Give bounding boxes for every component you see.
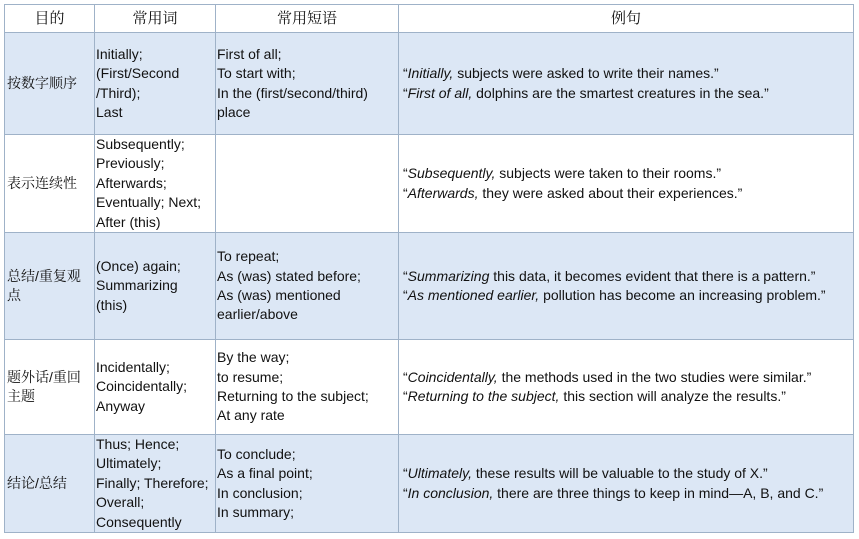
table-row xyxy=(5,33,854,135)
example-sentence xyxy=(403,368,852,387)
phrase-line: In conclusion; xyxy=(217,484,303,501)
italic-transition: Subsequently, xyxy=(407,165,496,182)
sentence-rest: these results will be valuable to the study of X.” xyxy=(471,465,768,482)
transition-words-table xyxy=(4,4,854,533)
common-phrases-cell xyxy=(216,435,399,533)
phrase-line: At any rate xyxy=(217,407,285,424)
example-sentence xyxy=(403,84,852,103)
common-phrases-cell xyxy=(216,33,399,135)
header-purpose: 目的 xyxy=(5,5,95,33)
sentence-rest: subjects were taken to their rooms.” xyxy=(495,165,722,182)
word-line: Finally; Therefore; xyxy=(96,474,209,491)
example-sentences-cell xyxy=(399,233,854,340)
word-line: After (this) xyxy=(96,213,161,230)
sentence-rest: dolphins are the smartest creatures in the sea.” xyxy=(472,84,769,101)
word-line: Anyway xyxy=(96,397,146,414)
phrase-line: To repeat; xyxy=(217,248,280,265)
example-sentence xyxy=(403,184,852,203)
example-sentence xyxy=(403,164,852,183)
example-sentence xyxy=(403,484,852,503)
word-line: Overall; xyxy=(96,494,145,511)
common-phrases-cell xyxy=(216,233,399,340)
example-sentences-cell xyxy=(399,33,854,135)
open-quote: “ xyxy=(403,65,408,82)
word-line: Previously; xyxy=(96,155,165,172)
sentence-rest: the methods used in the two studies were similar.” xyxy=(497,368,812,385)
header-common-phrases: 常用短语 xyxy=(216,5,399,33)
table-body xyxy=(5,33,854,533)
common-words-cell xyxy=(95,340,216,435)
sentence-rest: there are three things to keep in mind—A, B, and C.” xyxy=(493,484,824,501)
sentence-rest: this data, it becomes evident that there is a pattern.” xyxy=(489,267,816,284)
purpose-cell: 题外话/重回主题 xyxy=(5,340,95,435)
phrase-line: In the (first/second/third) xyxy=(217,84,368,101)
common-words-cell xyxy=(95,233,216,340)
example-sentences-cell xyxy=(399,435,854,533)
open-quote: “ xyxy=(403,184,408,201)
phrase-line: First of all; xyxy=(217,45,282,62)
open-quote: “ xyxy=(403,388,408,405)
italic-transition: Summarizing xyxy=(407,267,490,284)
italic-transition: Returning to the subject, xyxy=(407,388,560,405)
common-phrases-cell xyxy=(216,135,399,233)
open-quote: “ xyxy=(403,368,408,385)
italic-transition: Coincidentally, xyxy=(407,368,498,385)
example-sentence xyxy=(403,387,852,406)
phrase-line: Returning to the subject; xyxy=(217,388,369,405)
header-row xyxy=(5,5,854,33)
italic-transition: Initially, xyxy=(407,65,454,82)
table-row xyxy=(5,233,854,340)
italic-transition: First of all, xyxy=(407,84,473,101)
open-quote: “ xyxy=(403,287,408,304)
word-line: Initially; xyxy=(96,45,143,62)
table-row xyxy=(5,135,854,233)
phrase-line: To conclude; xyxy=(217,445,296,462)
purpose-cell: 结论/总结 xyxy=(5,435,95,533)
italic-transition: Ultimately, xyxy=(407,465,472,482)
purpose-cell: 表示连续性 xyxy=(5,135,95,233)
phrase-line: By the way; xyxy=(217,349,290,366)
table-row xyxy=(5,435,854,533)
italic-transition: Afterwards, xyxy=(407,184,479,201)
phrase-line: As a final point; xyxy=(217,465,313,482)
sentence-rest: pollution has become an increasing problem.” xyxy=(539,287,826,304)
open-quote: “ xyxy=(403,165,408,182)
phrase-line: to resume; xyxy=(217,368,284,385)
word-line: Eventually; Next; xyxy=(96,194,202,211)
purpose-cell: 按数字顺序 xyxy=(5,33,95,135)
example-sentence xyxy=(403,286,852,305)
common-words-cell xyxy=(95,135,216,233)
phrase-line: As (was) mentioned xyxy=(217,287,341,304)
purpose-cell: 总结/重复观点 xyxy=(5,233,95,340)
sentence-rest: subjects were asked to write their names.” xyxy=(453,65,719,82)
phrase-line: place xyxy=(217,103,251,120)
phrase-line: earlier/above xyxy=(217,306,298,323)
phrase-line: As (was) stated before; xyxy=(217,267,361,284)
open-quote: “ xyxy=(403,465,408,482)
header-example-sentences: 例句 xyxy=(399,5,854,33)
word-line: /Third); xyxy=(96,84,141,101)
sentence-rest: this section will analyze the results.” xyxy=(559,388,786,405)
example-sentences-cell xyxy=(399,135,854,233)
header-common-words: 常用词 xyxy=(95,5,216,33)
open-quote: “ xyxy=(403,484,408,501)
common-words-cell xyxy=(95,33,216,135)
common-phrases-cell xyxy=(216,340,399,435)
example-sentence xyxy=(403,267,852,286)
example-sentences-cell xyxy=(399,340,854,435)
word-line: Thus; Hence; xyxy=(96,436,180,453)
sentence-rest: they were asked about their experiences.” xyxy=(478,184,743,201)
word-line: Afterwards; xyxy=(96,174,167,191)
open-quote: “ xyxy=(403,267,408,284)
italic-transition: In conclusion, xyxy=(407,484,494,501)
open-quote: “ xyxy=(403,84,408,101)
word-line: Last xyxy=(96,103,123,120)
word-line: Ultimately; xyxy=(96,455,162,472)
example-sentence xyxy=(403,64,852,83)
phrase-line: To start with; xyxy=(217,65,296,82)
word-line: Consequently xyxy=(96,513,182,530)
word-line: Summarizing xyxy=(96,277,178,294)
word-line: (Once) again; xyxy=(96,257,181,274)
word-line: Incidentally; xyxy=(96,358,170,375)
phrase-line: In summary; xyxy=(217,503,295,520)
italic-transition: As mentioned earlier, xyxy=(407,287,540,304)
word-line: (First/Second xyxy=(96,65,180,82)
word-line: Coincidentally; xyxy=(96,378,188,395)
common-words-cell xyxy=(95,435,216,533)
example-sentence xyxy=(403,464,852,483)
table-row xyxy=(5,340,854,435)
word-line: Subsequently; xyxy=(96,136,185,152)
word-line: (this) xyxy=(96,296,128,313)
